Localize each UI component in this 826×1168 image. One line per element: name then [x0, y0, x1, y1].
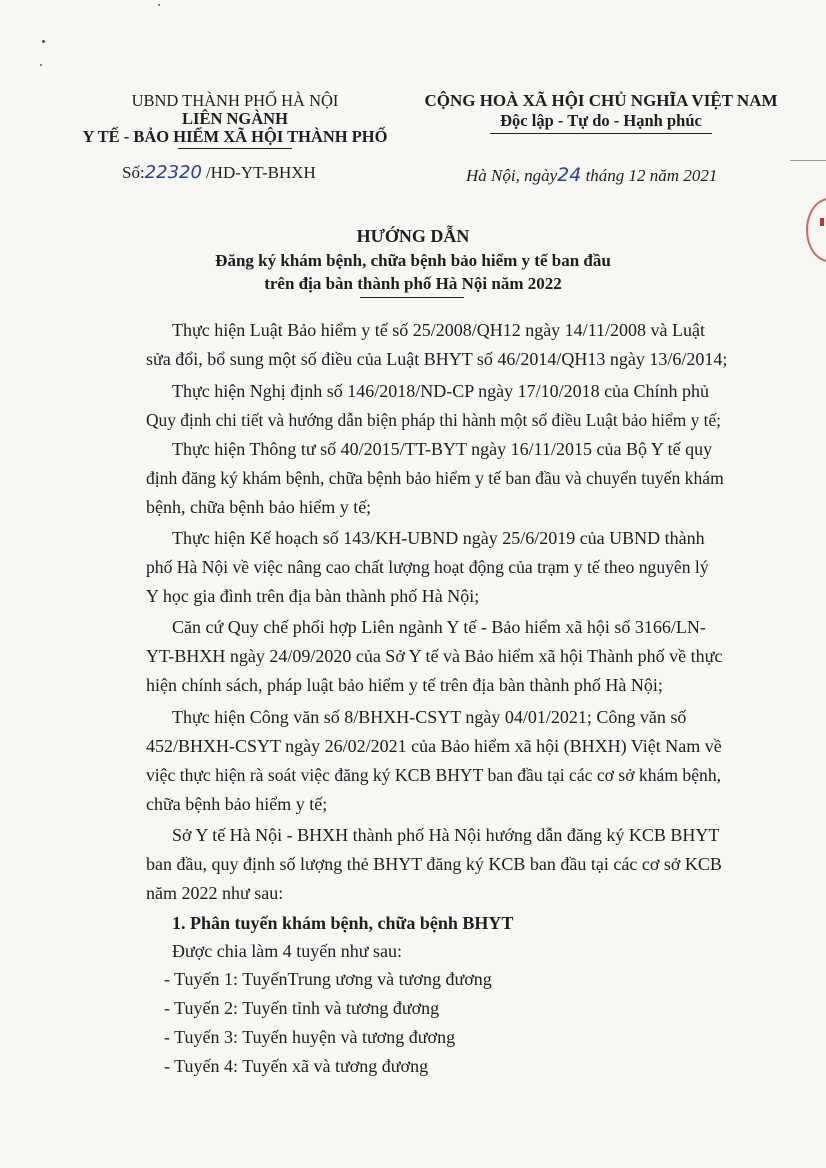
list-item: - Tuyến 2: Tuyến tỉnh và tương đương [164, 998, 440, 1018]
paragraph-line: Y học gia đình trên địa bàn thành phố Hà Nội; [146, 586, 480, 606]
paragraph-line: Thực hiện Luật Bảo hiểm y tế số 25/2008/QH12 ngày 14/11/2008 và Luật [172, 320, 705, 340]
agency-name: UBND THÀNH PHỐ HÀ NỘI [131, 91, 339, 110]
paragraph-line: 452/BHXH-CSYT ngày 26/02/2021 của Bảo hiểm xã hội (BHXH) Việt Nam về [146, 736, 722, 756]
paragraph-line: định đăng ký khám bệnh, chữa bệnh bảo hiểm y tế ban đầu và chuyển tuyến khám [146, 468, 724, 488]
list-item: - Tuyến 3: Tuyến huyện và tương đương [164, 1027, 456, 1047]
paragraph-line: sửa đổi, bổ sung một số điều của Luật BHYT số 46/2014/QH13 ngày 13/6/2014; [146, 349, 728, 369]
date-suffix: tháng 12 năm 2021 [581, 166, 718, 185]
paragraph-line: ban đầu, quy định số lượng thẻ BHYT đăng ký KCB ban đầu tại các cơ sở KCB [146, 854, 722, 874]
paragraph-line: Thực hiện Kế hoạch số 143/KH-UBND ngày 25/6/2019 của UBND thành [172, 528, 705, 548]
agency-underline [178, 148, 292, 149]
document-number [122, 162, 316, 183]
agency-departments: Y TẾ - BẢO HIỂM XÃ HỘI THÀNH PHỐ [82, 127, 388, 146]
handwritten-day: 24 [557, 164, 582, 186]
agency-joint: LIÊN NGÀNH [182, 109, 288, 128]
paragraph-line: Thực hiện Nghị định số 146/2018/ND-CP ngày 17/10/2018 của Chính phủ [172, 381, 710, 401]
paragraph-line: YT-BHXH ngày 24/09/2020 của Sở Y tế và Bảo hiểm xã hội Thành phố về thực [146, 646, 723, 666]
number-suffix: /HD-YT-BHXH [205, 163, 316, 182]
paragraph-line: Quy định chi tiết và hướng dẫn biện pháp thi hành một số điều Luật bảo hiểm y tế; [146, 410, 722, 430]
scan-mark [790, 160, 826, 161]
paragraph-line: Sở Y tế Hà Nội - BHXH thành phố Hà Nội hướng dẫn đăng ký KCB BHYT [172, 825, 720, 845]
list-item: - Tuyến 4: Tuyến xã và tương đương [164, 1056, 429, 1076]
paragraph-line: năm 2022 như sau: [146, 883, 284, 903]
national-motto: Độc lập - Tự do - Hạnh phúc [500, 111, 702, 130]
title-underline [360, 297, 464, 298]
document-subtitle-1: Đăng ký khám bệnh, chữa bệnh bảo hiểm y tế ban đầu [215, 251, 611, 270]
section-heading: 1. Phân tuyến khám bệnh, chữa bệnh BHYT [172, 913, 514, 933]
national-title: CỘNG HOÀ XÃ HỘI CHỦ NGHĨA VIỆT NAM [424, 91, 778, 110]
paragraph-line: chữa bệnh bảo hiểm y tế; [146, 794, 328, 814]
paragraph-line: việc thực hiện rà soát việc đăng ký KCB BHYT ban đầu tại các cơ sở khám bệnh, [146, 765, 722, 785]
list-item: - Tuyến 1: TuyếnTrung ương và tương đương [164, 969, 492, 989]
paragraph-line: hiện chính sách, pháp luật bảo hiểm y tế trên địa bàn thành phố Hà Nội; [146, 675, 663, 695]
paragraph-line: Thực hiện Công văn số 8/BHXH-CSYT ngày 04/01/2021; Công văn số [172, 707, 687, 727]
document-title: HƯỚNG DẪN [356, 226, 470, 246]
number-prefix: Số: [122, 163, 145, 182]
scan-speck [42, 40, 45, 43]
motto-underline [490, 133, 712, 134]
section-intro: Được chia làm 4 tuyến như sau: [172, 941, 402, 961]
scan-speck [158, 4, 160, 6]
scan-speck [40, 64, 42, 66]
paragraph-line: Thực hiện Thông tư số 40/2015/TT-BYT ngày 16/11/2015 của Bộ Y tế quy [172, 439, 713, 459]
seal-mark [820, 218, 824, 226]
date-prefix: Hà Nội, ngày [466, 166, 558, 185]
handwritten-number: 22320 [144, 162, 202, 183]
document-subtitle-2: trên địa bàn thành phố Hà Nội năm 2022 [264, 274, 562, 293]
document-date [466, 164, 717, 186]
paragraph-line: phố Hà Nội về việc nâng cao chất lượng hoạt động của trạm y tế theo nguyên lý [146, 557, 709, 577]
paragraph-line: bệnh, chữa bệnh bảo hiểm y tế; [146, 497, 372, 517]
paragraph-line: Căn cứ Quy chế phối hợp Liên ngành Y tế - Bảo hiểm xã hội số 3166/LN- [172, 617, 706, 637]
